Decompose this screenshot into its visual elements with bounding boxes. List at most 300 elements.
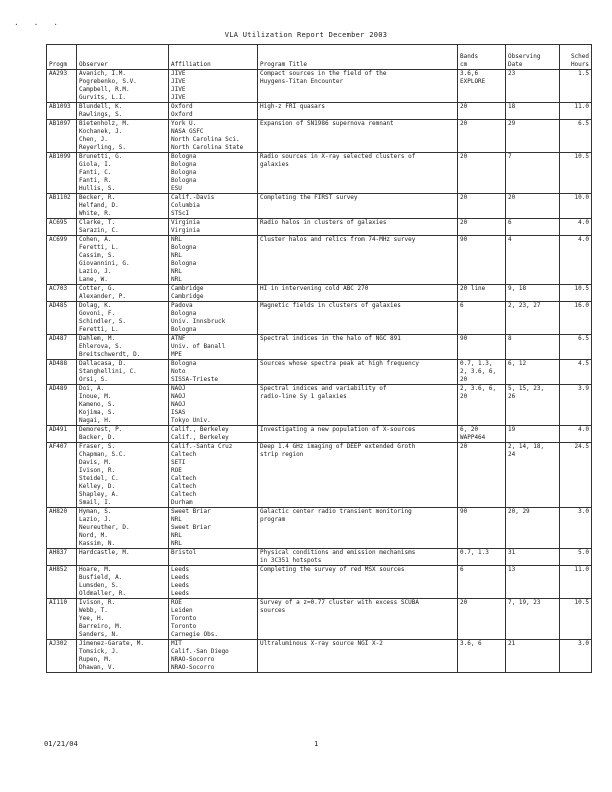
program-title-cell xyxy=(258,335,458,360)
affiliation-cell-line: Calif., Berkeley xyxy=(171,426,229,433)
bands-cell xyxy=(458,360,506,385)
program-title-cell-line: Huygens-Titan Encounter xyxy=(260,78,344,85)
scheduled-hours-cell xyxy=(560,194,592,219)
observing-date-cell-line: 19 xyxy=(508,426,516,433)
report-title: VLA Utilization Report December 2003 xyxy=(224,31,388,39)
bands-cell-line: 90 xyxy=(460,508,468,515)
program-title-cell-line: strip region xyxy=(260,451,304,458)
table-row xyxy=(47,549,592,566)
affiliation-cell-line: ESU xyxy=(171,185,182,192)
program-title-cell-line: Physical conditions and emission mechanisms xyxy=(260,549,416,556)
program-code xyxy=(47,508,77,549)
observer-cell xyxy=(77,236,169,285)
affiliation-cell-line: North Carolina State xyxy=(171,144,244,151)
utilization-table xyxy=(46,44,592,673)
observer-cell xyxy=(77,120,169,153)
scheduled-hours-cell xyxy=(560,103,592,120)
affiliation-cell-line: NRAO-Socorro xyxy=(171,664,215,671)
table-row xyxy=(47,236,592,285)
observer-cell-line: Hullis, S. xyxy=(79,185,116,192)
affiliation-cell-line: Columbia xyxy=(171,202,200,209)
program-title-cell-line: Investigating a new population of X-sources xyxy=(260,426,416,433)
affiliation-cell-line: Calif., Berkeley xyxy=(171,434,229,441)
program-code-line: AB1093 xyxy=(49,103,71,110)
table-body xyxy=(47,70,592,673)
bands-cell xyxy=(458,285,506,302)
observing-date-cell-line: 26 xyxy=(508,393,516,400)
observer-cell xyxy=(77,285,169,302)
program-code-line: AD489 xyxy=(49,385,68,392)
affiliation-cell-line: Virginia xyxy=(171,227,200,234)
program-code xyxy=(47,385,77,426)
observer-cell-line: Fraser, S. xyxy=(79,443,116,450)
program-title-cell-line: program xyxy=(260,516,286,523)
scheduled-hours-cell-line: 10.5 xyxy=(574,153,589,160)
scheduled-hours-cell xyxy=(560,640,592,673)
program-title-cell xyxy=(258,219,458,236)
program-title-cell-line: sources xyxy=(260,607,286,614)
bands-cell xyxy=(458,385,506,426)
observer-cell xyxy=(77,566,169,599)
observer-cell-line: Pogrebenko, S.V. xyxy=(79,78,137,85)
affiliation-cell xyxy=(169,599,258,640)
column-header-date: Observing Date xyxy=(506,45,560,70)
observer-cell-line: Lane, W. xyxy=(79,276,108,283)
program-code xyxy=(47,120,77,153)
program-code xyxy=(47,566,77,599)
scheduled-hours-cell xyxy=(560,599,592,640)
observer-cell-line: Breitschwerdt, D. xyxy=(79,351,141,358)
affiliation-cell-line: Calif.-Davis xyxy=(171,194,215,201)
observer-cell-line: Helfand, D. xyxy=(79,202,119,209)
affiliation-cell-line: NRL xyxy=(171,276,182,283)
observing-date-cell-line: 2, 23, 27 xyxy=(508,302,541,309)
observing-date-cell-line: 7, 19, 23 xyxy=(508,599,541,606)
observing-date-cell-line: 7 xyxy=(508,153,512,160)
program-title-cell-line: Ultraluminous X-ray source NGI X-2 xyxy=(260,640,383,647)
affiliation-cell xyxy=(169,70,258,103)
program-code xyxy=(47,285,77,302)
bands-cell xyxy=(458,426,506,443)
scheduled-hours-cell xyxy=(560,153,592,194)
program-title-cell-line: Completing the survey of red MSX sources xyxy=(260,566,405,573)
program-code xyxy=(47,219,77,236)
affiliation-cell-line: ROE xyxy=(171,467,182,474)
observer-cell-line: Neureuther, D. xyxy=(79,524,130,531)
table-row xyxy=(47,194,592,219)
scheduled-hours-cell-line: 10.0 xyxy=(574,194,589,201)
affiliation-cell-line: Bologna xyxy=(171,153,197,160)
program-code-line: AC695 xyxy=(49,219,68,226)
observing-date-cell xyxy=(506,640,560,673)
bands-cell-line: 6 xyxy=(460,566,464,573)
affiliation-cell xyxy=(169,443,258,508)
bands-cell xyxy=(458,302,506,335)
affiliation-cell xyxy=(169,194,258,219)
observing-date-cell-line: 31 xyxy=(508,549,516,556)
observer-cell-line: Hyman, S. xyxy=(79,508,112,515)
observing-date-cell-line: 6, 12 xyxy=(508,360,527,367)
observing-date-cell xyxy=(506,426,560,443)
scheduled-hours-cell xyxy=(560,549,592,566)
affiliation-cell-line: SISSA-Trieste xyxy=(171,376,218,383)
affiliation-cell xyxy=(169,103,258,120)
affiliation-cell-line: Bologna xyxy=(171,161,197,168)
program-title-cell-line: Completing the FIRST survey xyxy=(260,194,358,201)
program-code-line: AD487 xyxy=(49,335,68,342)
bands-cell xyxy=(458,236,506,285)
observer-cell-line: Clarke, T. xyxy=(79,219,116,226)
program-code-line: AC703 xyxy=(49,285,68,292)
table-row xyxy=(47,285,592,302)
observing-date-cell-line: 20, 29 xyxy=(508,508,530,515)
observer-cell-line: Bietenholz, M. xyxy=(79,120,130,127)
bands-cell-line: 20 xyxy=(460,103,468,110)
observer-cell-line: Schindler, S. xyxy=(79,318,126,325)
observer-cell-line: Lumsden, S. xyxy=(79,582,119,589)
scheduled-hours-cell-line: 11.0 xyxy=(574,566,589,573)
bands-cell-line: 20 xyxy=(460,194,468,201)
observer-cell-line: Becker, R. xyxy=(79,194,116,201)
scheduled-hours-cell xyxy=(560,302,592,335)
observer-cell-line: Tomsick, J. xyxy=(79,648,119,655)
program-code-line: AJ302 xyxy=(49,640,68,647)
affiliation-cell xyxy=(169,236,258,285)
affiliation-cell-line: Cambridge xyxy=(171,293,204,300)
affiliation-cell-line: Bologna xyxy=(171,310,197,317)
program-title-cell xyxy=(258,566,458,599)
affiliation-cell-line: Tokyo Univ. xyxy=(171,417,211,424)
affiliation-cell-line: Caltech xyxy=(171,491,197,498)
observer-cell-line: Kassim, N. xyxy=(79,540,116,547)
observing-date-cell-line: 21 xyxy=(508,640,516,647)
program-code-line: AH820 xyxy=(49,508,68,515)
program-code xyxy=(47,335,77,360)
program-title-cell xyxy=(258,302,458,335)
table-row xyxy=(47,153,592,194)
affiliation-cell xyxy=(169,426,258,443)
affiliation-cell-line: JIVE xyxy=(171,78,186,85)
scheduled-hours-cell-line: 11.0 xyxy=(574,103,589,110)
bands-cell-line: 0.7, 1.3, xyxy=(460,360,493,367)
column-header-program: Progm xyxy=(47,45,77,70)
affiliation-cell xyxy=(169,640,258,673)
affiliation-cell xyxy=(169,549,258,566)
table-row xyxy=(47,508,592,549)
observing-date-cell-line: 4 xyxy=(508,236,512,243)
observing-date-cell-line: 6 xyxy=(508,219,512,226)
program-code xyxy=(47,70,77,103)
affiliation-cell-line: Durham xyxy=(171,499,193,506)
bands-cell-line: 20 xyxy=(460,599,468,606)
scheduled-hours-cell-line: 3.0 xyxy=(578,640,589,647)
scheduled-hours-cell xyxy=(560,566,592,599)
program-title-cell-line: Deep 1.4 GHz imaging of DEEP extended Groth xyxy=(260,443,416,450)
table-row xyxy=(47,302,592,335)
bands-cell-line: 6, 20 xyxy=(460,426,479,433)
observing-date-cell xyxy=(506,335,560,360)
program-title-cell-line: Cluster halos and relics from 74-MHz survey xyxy=(260,236,416,243)
observing-date-cell-line: 8 xyxy=(508,335,512,342)
program-title-cell-line: radio-line Sy 1 galaxies xyxy=(260,393,347,400)
observer-cell-line: Barreiro, M. xyxy=(79,623,123,630)
scheduled-hours-cell-line: 6.5 xyxy=(578,335,589,342)
observing-date-cell xyxy=(506,549,560,566)
scheduled-hours-cell-line: 6.5 xyxy=(578,120,589,127)
affiliation-cell-line: NASA GSFC xyxy=(171,128,204,135)
bands-cell xyxy=(458,443,506,508)
affiliation-cell-line: Sweet Briar xyxy=(171,508,211,515)
table-row xyxy=(47,443,592,508)
observer-cell-line: Nagai, H. xyxy=(79,417,112,424)
column-header-hours: Sched Hours xyxy=(560,45,592,70)
observer-cell-line: Lazio, J. xyxy=(79,516,112,523)
observing-date-cell xyxy=(506,385,560,426)
program-title-cell xyxy=(258,285,458,302)
affiliation-cell-line: Caltech xyxy=(171,475,197,482)
program-code xyxy=(47,549,77,566)
affiliation-cell-line: Bologna xyxy=(171,169,197,176)
affiliation-cell-line: Oxford xyxy=(171,111,193,118)
scheduled-hours-cell xyxy=(560,360,592,385)
bands-cell xyxy=(458,566,506,599)
table-row xyxy=(47,640,592,673)
table-row xyxy=(47,599,592,640)
observer-cell xyxy=(77,508,169,549)
bands-cell-line: 20 xyxy=(460,443,468,450)
affiliation-cell-line: STScI xyxy=(171,210,190,217)
program-code xyxy=(47,640,77,673)
affiliation-cell-line: NAOJ xyxy=(171,401,186,408)
program-title-cell-line: High-z FRI quasars xyxy=(260,103,326,110)
column-header-observer: Observer xyxy=(77,45,169,70)
affiliation-cell-line: Leeds xyxy=(171,582,190,589)
observer-cell-line: Dallacasa, D. xyxy=(79,360,126,367)
observer-cell-line: Govoni, F. xyxy=(79,310,116,317)
observer-cell-line: Fanti, R. xyxy=(79,177,112,184)
bands-cell-line: 2, 3.6, 6, xyxy=(460,385,497,392)
table-row xyxy=(47,335,592,360)
observing-date-cell-line: 5, 15, 23, xyxy=(508,385,545,392)
observing-date-cell xyxy=(506,153,560,194)
bands-cell-line: 0.7, 1.3 xyxy=(460,549,489,556)
affiliation-cell-line: Calif.-Santa Cruz xyxy=(171,443,233,450)
program-code xyxy=(47,236,77,285)
scheduled-hours-cell xyxy=(560,426,592,443)
observer-cell-line: Giovannini, G. xyxy=(79,260,130,267)
bands-cell-line: EXPLORE xyxy=(460,78,486,85)
observing-date-cell xyxy=(506,70,560,103)
observer-cell-line: Ivison, R. xyxy=(79,467,116,474)
scheduled-hours-cell-line: 4.0 xyxy=(578,426,589,433)
affiliation-cell-line: JIVE xyxy=(171,70,186,77)
affiliation-cell-line: Carnegie Obs. xyxy=(171,631,218,638)
observer-cell-line: Steidel, C. xyxy=(79,475,119,482)
affiliation-cell xyxy=(169,153,258,194)
observer-cell-line: Cassim, S. xyxy=(79,252,116,259)
affiliation-cell-line: Leeds xyxy=(171,566,190,573)
observer-cell-line: Brunetti, G. xyxy=(79,153,123,160)
program-code xyxy=(47,599,77,640)
observer-cell-line: Dolag, K. xyxy=(79,302,112,309)
affiliation-cell-line: Noto xyxy=(171,368,186,375)
scheduled-hours-cell-line: 4.5 xyxy=(578,360,589,367)
program-title-cell xyxy=(258,153,458,194)
affiliation-cell-line: Leiden xyxy=(171,607,193,614)
table-row xyxy=(47,219,592,236)
program-title-cell xyxy=(258,385,458,426)
program-code xyxy=(47,194,77,219)
observer-cell xyxy=(77,443,169,508)
affiliation-cell-line: NRL xyxy=(171,540,182,547)
program-title-cell-line: HI in intervening cold ABC 270 xyxy=(260,285,369,292)
scheduled-hours-cell-line: 10.5 xyxy=(574,599,589,606)
scheduled-hours-cell-line: 4.0 xyxy=(578,236,589,243)
observer-cell xyxy=(77,153,169,194)
bands-cell-line: 2, 3.6, 6, xyxy=(460,368,497,375)
affiliation-cell xyxy=(169,360,258,385)
observer-cell-line: Kojima, S. xyxy=(79,409,116,416)
observer-cell xyxy=(77,70,169,103)
observer-cell xyxy=(77,385,169,426)
scheduled-hours-cell-line: 3.9 xyxy=(578,385,589,392)
program-title-cell-line: Spectral indices and variability of xyxy=(260,385,387,392)
bands-cell-line: 20 xyxy=(460,153,468,160)
affiliation-cell-line: JIVE xyxy=(171,94,186,101)
observer-cell-line: White, R. xyxy=(79,210,112,217)
program-code-line: AD491 xyxy=(49,426,68,433)
observer-cell-line: Smail, I. xyxy=(79,499,112,506)
scheduled-hours-cell xyxy=(560,70,592,103)
affiliation-cell-line: NRAO-Socorro xyxy=(171,656,215,663)
observer-cell-line: Kelley, D. xyxy=(79,483,116,490)
observer-cell-line: Doi, A. xyxy=(79,385,105,392)
affiliation-cell-line: NRL xyxy=(171,268,182,275)
scheduled-hours-cell-line: 4.0 xyxy=(578,219,589,226)
bands-cell-line: 20 xyxy=(460,219,468,226)
observer-cell-line: Davis, M. xyxy=(79,459,112,466)
observer-cell-line: Sanders, N. xyxy=(79,631,119,638)
affiliation-cell-line: ROE xyxy=(171,599,182,606)
observer-cell xyxy=(77,103,169,120)
program-title-cell xyxy=(258,194,458,219)
bands-cell xyxy=(458,640,506,673)
observing-date-cell xyxy=(506,285,560,302)
column-header-bands: Bands cm xyxy=(458,45,506,70)
observer-cell xyxy=(77,194,169,219)
observer-cell-line: Dhawan, V. xyxy=(79,664,116,671)
scheduled-hours-cell xyxy=(560,219,592,236)
affiliation-cell-line: Univ. Innsbruck xyxy=(171,318,226,325)
bands-cell xyxy=(458,194,506,219)
affiliation-cell-line: North Carolina Sci. xyxy=(171,136,240,143)
program-code xyxy=(47,360,77,385)
affiliation-cell-line: JIVE xyxy=(171,86,186,93)
table-row xyxy=(47,426,592,443)
observer-cell-line: Campbell, R.M. xyxy=(79,86,130,93)
observer-cell-line: Gurvits, L.I. xyxy=(79,94,126,101)
column-header-title: Program Title xyxy=(258,45,458,70)
program-code-line: AI110 xyxy=(49,599,68,606)
affiliation-cell-line: Calif.-San Diego xyxy=(171,648,229,655)
observer-cell-line: Alexander, P. xyxy=(79,293,126,300)
program-code-line: AC699 xyxy=(49,236,68,243)
bands-cell xyxy=(458,103,506,120)
observing-date-cell-line: 2, 14, 18, xyxy=(508,443,545,450)
observing-date-cell xyxy=(506,219,560,236)
observing-date-cell xyxy=(506,120,560,153)
observer-cell-line: Feretti, L. xyxy=(79,326,119,333)
observer-cell-line: Feretti, L. xyxy=(79,244,119,251)
program-title-cell xyxy=(258,103,458,120)
scheduled-hours-cell xyxy=(560,285,592,302)
affiliation-cell xyxy=(169,120,258,153)
program-code-line: AB1097 xyxy=(49,120,71,127)
scheduled-hours-cell-line: 1.5 xyxy=(578,70,589,77)
observer-cell-line: Fanti, C. xyxy=(79,169,112,176)
observer-cell xyxy=(77,219,169,236)
program-title-cell-line: Spectral indices in the halo of NGC 891 xyxy=(260,335,401,342)
observer-cell-line: Inoue, M. xyxy=(79,393,112,400)
program-title-cell-line: Magnetic fields in clusters of galaxies xyxy=(260,302,401,309)
affiliation-cell-line: Oxford xyxy=(171,103,193,110)
bands-cell-line: 3.6, 6 xyxy=(460,640,482,647)
affiliation-cell-line: Toronto xyxy=(171,623,197,630)
affiliation-cell-line: NRL xyxy=(171,236,182,243)
program-title-cell-line: Radio halos in clusters of galaxies xyxy=(260,219,387,226)
program-title-cell xyxy=(258,640,458,673)
affiliation-cell xyxy=(169,219,258,236)
bands-cell xyxy=(458,549,506,566)
program-title-cell xyxy=(258,120,458,153)
program-code xyxy=(47,302,77,335)
bands-cell-line: 20 xyxy=(460,376,468,383)
observing-date-cell xyxy=(506,360,560,385)
observer-cell-line: Kameno, S. xyxy=(79,401,116,408)
bands-cell xyxy=(458,335,506,360)
observer-cell-line: Giola, I. xyxy=(79,161,112,168)
program-title-cell xyxy=(258,236,458,285)
affiliation-cell-line: Caltech xyxy=(171,451,197,458)
observer-cell-line: Webb, T. xyxy=(79,607,108,614)
scheduled-hours-cell xyxy=(560,508,592,549)
observer-cell-line: Ivison, R. xyxy=(79,599,116,606)
affiliation-cell-line: NRL xyxy=(171,532,182,539)
program-title-cell-line: Radio sources in X-ray selected clusters of xyxy=(260,153,416,160)
affiliation-cell-line: Caltech xyxy=(171,483,197,490)
observer-cell-line: Reyerling, S. xyxy=(79,144,126,151)
program-code-line: AD488 xyxy=(49,360,68,367)
bands-cell-line: WAPP464 xyxy=(460,434,486,441)
observing-date-cell-line: 9, 18 xyxy=(508,285,527,292)
observer-cell-line: Cohen, A. xyxy=(79,236,112,243)
observing-date-cell xyxy=(506,103,560,120)
program-code-line: AB1099 xyxy=(49,153,71,160)
affiliation-cell xyxy=(169,335,258,360)
program-code-line: AA293 xyxy=(49,70,68,77)
observing-date-cell xyxy=(506,566,560,599)
program-title-cell xyxy=(258,508,458,549)
program-title-cell-line: Galactic center radio transient monitoring xyxy=(260,508,412,515)
bands-cell xyxy=(458,70,506,103)
observer-cell xyxy=(77,549,169,566)
affiliation-cell-line: Univ. of Banall xyxy=(171,343,226,350)
observing-date-cell xyxy=(506,599,560,640)
observer-cell-line: Avanich, I.M. xyxy=(79,70,126,77)
affiliation-cell-line: NRL xyxy=(171,516,182,523)
affiliation-cell-line: Bologna xyxy=(171,244,197,251)
scheduled-hours-cell xyxy=(560,120,592,153)
